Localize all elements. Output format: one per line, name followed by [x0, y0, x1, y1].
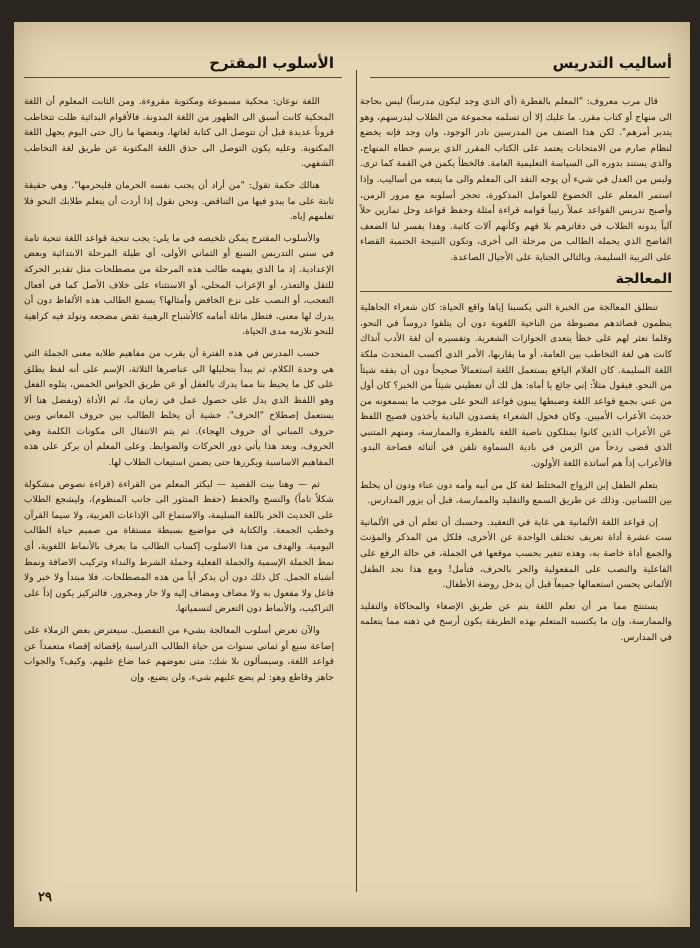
body-paragraph: والأسلوب المقترح يمكن تلخيصه في ما يلي: يجب تنحية قواعد اللغة تنحية تامة في سني التدريس السبع أو الثماني الأولى، أي طيلة المرحلة الابتدائية وبعض الإعدادية. إذ ما الذي يفهمه طالب هذه المرحلة من مصطلحات مثل تقدير الحركة للثقل والتعذر، أو الإعراب المحلي، أو الاستثناء على خلاف الأصل كما في أفعال التعجب، أو النصب على نزع الخافض وأمثالها؟ يسمع الطالب هذه الألفاظ دون أن يدرك لها معنى، فتطل ماثلة أمامه كالأشباح الرهيبة تقض مضجعه وتولد فيه كراهية للنحو تلازمه مدى الحياة. [24, 232, 334, 338]
body-paragraph: تنطلق المعالجة من الخبرة التي يكسبنا إياها واقع الحياة: كان شعراء الجاهلية ينظمون قصائدهم مضبوطة من الناحية اللغوية دون أن يتلقوا دروساً في النحو، وقلما نعثر لهم على خطأ يتعدى الجوازات الشعرية. وتفسيره أن لغة الأدب آنذاك كانت هي لغة التخاطب بين العامة، أو ما يقاربها، الأمر الذي أكسب المتحدث ملكة اللغة السليمة. كان الغلام اليافع يستعمل اللغة استعمالاً صحيحاً دون أن يفقه شيئاً من النحو. فيقول مثلاً: إني جائع يا أماه: هل لك أن تعطيني شيئاً من الخبز؟ كان أول من عني بجمع قواعد اللغة وضبطها يبنون قواعد النحو على موجب ما يسمعونه من حديث الأعراب الأميين. وكان فحول الشعراء يقصدون البادية يأخذون فصيح اللفظ عن الأعراب الذين كانوا يمتلكون ناصية اللغة بالفطرة والممارسة، ومنهم المتنبي الذي قضى ردحاً من الزمن في بادية السماوة تلقن في أثنائه فصاحة البدو. فالأعراب إذاً هم أساتذة اللغة الأولون. [360, 302, 672, 470]
section-heading-proposed-method: الأسلوب المقترح [209, 54, 334, 72]
section-heading-teaching-methods: أساليب التدريس [552, 54, 672, 72]
magazine-page [14, 22, 690, 927]
page-number: ٢٩ [38, 890, 52, 905]
intro-paragraph: قال مرب معروف: "المعلم بالفطرة (أي الذي وجد ليكون مدرساً) ليس بحاجة الى منهاج أو كتاب مقرر. ما عليك إلا أن تسلمه مجموعة من الطلاب ليدرسهم، وهو يتدبر أمرهم". لكن هذا الصنف من المدرسين نادر الوجود، وان وجد فإنه يخضع لنظام صارم من الامتحانات يعتمد على الكتاب المقرر الذي يرسم خطاه المنهاج، والذي يستند بدوره الى السياسة التعليمية العامة. فالخطأ يكمن في القمة كما ترى. وليس من العدل في شيء أن يوجه النقد الى المعلم والى ما يتبعه من أساليب. وإذا استمر المعلم على الخضوع للعوامل المذكورة، تحجر أسلوبه مع مرور الزمن، وأصبح تدريس القواعد عملاً رتيباً قوامه قراءة أمثلة وحفظ قواعد وحل تمارين حلاً آلياً يدونه الطلاب في دفاترهم بلا فهم وكأنهم آلات كاتبة. وهذا يفسر لنا الضعف الفاضح الذي يحمله الطالب من مرحلة الى أخرى، وتكون النتيجة الحتمية القضاء على التربية السليمة، وبالتالي الجناية على الأجيال الصاعدة. [360, 96, 672, 263]
body-paragraph: والآن نعرض أسلوب المعالجة بشيء من التفصيل. سيعترض بعض الزملاء على إضاعة سبع أو ثماني سنوات من حياة الطالب الدراسية بإقصائه إقصاء متعمداً عن قواعد اللغة، وسيسألون بلا شك: متى نعوضهم عما ضاع عليهم، وكيف؟ والجواب جاهز وقاطع وهو: لم يضع عليهم شيء، ولن يضيع، وإن [24, 625, 334, 683]
right-column [360, 56, 672, 652]
body-paragraph: هنالك حكمة تقول: "من أراد أن يجنب نفسه الحرمان فليحرمها". وهي حقيقة ثابتة على ما يبدو فيها من التناقض. ونحن نقول إذا أردت أن يتعلم طلابك النحو فلا تعلمهم إياه. [24, 179, 334, 223]
body-paragraph: اللغة نوعان: محكية مسموعة ومكتوبة مقروءة. ومن الثابت المعلوم أن اللغة المحكية كانت أسبق الى الظهور من اللغة المدونة. فالأقوام البدائية ظلت تتخاطب قروناً عديدة قبل أن تتوصل الى كتابة لغاتها، وبعضها ما زال حتى اليوم يجهل اللغة المكتوبة. وعليه يكون التوصل الى حذق اللغة المكتوبة عن طريق لغة التخاطب الشفهي. [24, 96, 334, 170]
body-paragraph: ثم — وهنا بيت القصيد — ليكثر المعلم من القراءة (قراءة نصوص مشكولة شكلاً تاماً) والنسخ والحفظ (حفظ المنثور الى جانب المنظوم)، وليشجع الطلاب على الحديث الحر باللغة السليمة، والاستماع الى الإذاعات العربية، ولا سيما القرآن وخطب الجمعة. والكتابة في مواضيع بسيطة مستقاة من صميم حياة الطالب اليومية. والهدف من هذا الاسلوب إكساب الطالب ما يعرف بالأنماط اللغوية، أي نمط الجملة الإسمية والجملة الفعلية وجملة الشرط والنداء وتركيب الاضافة ونمط أشباه الجمل. كل ذلك دون أن يذكر أياً من هذه المصطلحات. فلا مبتدأ ولا خبر ولا فاعل ولا مفعول به ولا مضاف ومضاف إليه ولا جار ومجرور. فالتركيز يكون إذاً على التراكيب، والأنماط دون التعرض لتسمياتها. [24, 478, 334, 615]
body-paragraph: حسب المدرس في هذه الفترة أن يقرب من مفاهيم طلابه معنى الجملة التي هي وحدة الكلام، ثم يبدأ بتحليلها الى عناصرها الثلاثة، الإسم على أنه لفظ يطلق على كل ما يحيط بنا مما يدرك بالعقل أو عن طريق الحواس الخمس، يتلوه الفعل وهو اللفظ الذي يدل على حصول عمل في زمان ما، ثم الأداة (ويفضل هنا ألا يستعمل إصطلاح "الحرف". خشية أن يخلط الطالب بين حروف المعاني وبين حروف المباني أي حروف الهجاء). ثم يتم الانتقال الى مكونات الكلمة وهي الحروف، وبعد هذا يأتي دور الحركات والضوابط. وعلى المعلم أن يركز على هذه المفاهيم الاساسية ويكررها حتى يضمن استيعاب الطلاب لها. [24, 347, 334, 469]
body-paragraph: يستنتج مما مر أن تعلم اللغة يتم عن طريق الإصغاء والمحاكاة والتقليد والممارسة، وإن ما يكتسبه المتعلم بهذه الطريقة يكون أرسخ في ذهنه مما يتعلمه في المدارس. [360, 600, 672, 643]
body-paragraph: إن قواعد اللغة الألمانية هي غاية في التعقيد. وحسبك أن تعلم أن في الألمانية ست عشرة أداة تعريف تختلف الواحدة عن الأخرى، فلكل من المذكر والمؤنث والجمع أداة خاصة به، وهذه تتغير بحسب موقعها في الجملة، في حالة الرفع على الفاعلية والنصب على المفعولية والجر بالحرف، فتأمل! ومع هذا نجد الطفل الألماني يحسن استعمالها جميعاً قبل أن يدخل روضة الأطفال. [360, 516, 672, 591]
section-heading-treatment: المعالجة [360, 272, 672, 293]
column-divider [356, 70, 357, 892]
body-paragraph: يتعلم الطفل إبن الزواج المختلط لغة كل من أبيه وأمه دون عناء ودون أن يخلط بين اللسانين. وذلك عن طريق السمع والتقليد والممارسة، قبل أن يزور المدارس. [360, 479, 672, 507]
left-column [24, 56, 334, 691]
